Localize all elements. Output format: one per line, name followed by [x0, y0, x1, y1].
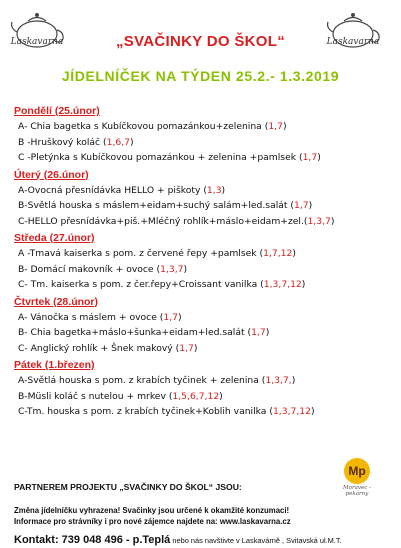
mp-caption: Moravec - pekárny	[343, 485, 371, 497]
day-wednesday	[14, 232, 394, 293]
allergens: 1,3,7,12	[272, 406, 311, 417]
allergens: 1,3	[206, 184, 222, 196]
menu-item: C-Tm. houska s pom. z krabích tyčinek+Koblih vanilka (1,3,7,12)	[18, 406, 315, 417]
contact-line	[14, 530, 342, 548]
allergens: 1,7,12	[263, 248, 293, 259]
menu-item: C -Pletýnka s Kubíčkovou pomazánkou + zelenina +pamlsek (1,7)	[18, 152, 321, 163]
logo-text: Laskavarna	[10, 37, 64, 47]
day-heading: Úterý (26.únor)	[14, 168, 89, 181]
day-heading: Pondělí (25.únor)	[14, 105, 100, 117]
menu-item: C-HELLO přesnídávka+piš.+Mléčný rohlík+máslo+eidam+zel.(1,3,7)	[18, 215, 335, 227]
menu-item: B- Domácí makovník + ovoce (1,3,7)	[18, 263, 188, 275]
allergens: 1,5,6,7,12	[172, 390, 220, 402]
allergens: 1,3,7	[307, 215, 331, 227]
day-heading: Středa (27.únor)	[14, 232, 95, 244]
allergens: 1,3,7	[160, 263, 184, 275]
contact-address: nebo nás navštivte v Laskavárně , Svitavská ul.M.T.	[170, 536, 342, 545]
day-thursday	[14, 296, 394, 357]
page-title: „SVAČINKY DO ŠKOL“	[115, 33, 286, 50]
menu-item: B-Müsli koláč s nutelou + mrkev (1,5,6,7,12)	[18, 390, 223, 402]
day-monday	[14, 105, 394, 166]
day-heading: Pátek (1.březen)	[14, 359, 95, 371]
menu-item: B-Světlá houska s máslem+eidam+suchý salám+led.salát (1,7)	[18, 200, 313, 211]
allergens: 1,7	[163, 311, 179, 323]
partner-text: PARTNEREM PROJEKTU „SVAČINKY DO ŠKOL“ JSOU:	[14, 482, 242, 492]
allergens: 1,6,7	[106, 136, 130, 148]
day-heading: Čtvrtek (28.únor)	[14, 295, 99, 308]
weekly-menu	[14, 105, 394, 423]
menu-item: A- Vánočka s máslem + ovoce (1,7)	[18, 311, 182, 323]
menu-item: A-Světlá houska s pom. z krabích tyčinek + zelenina (1,3,7,)	[18, 375, 296, 386]
menu-item: A- Chia bagetka s Kubíčkovou pomazánkou+zelenina (1,7)	[18, 121, 287, 132]
allergens: 1,3,7,	[265, 375, 292, 386]
menu-item: B- Chia bagetka+máslo+šunka+eidam+led.salát (1,7)	[18, 327, 270, 338]
allergens: 1,7	[251, 327, 266, 338]
allergens: 1,7	[268, 121, 283, 132]
contact-phone: Kontakt: 739 048 496 - p.Teplá	[14, 534, 171, 546]
info-notice: Informace pro strávníky i pro nové zájemce najdete na: www.laskavarna.cz	[14, 517, 291, 526]
menu-item: B -Hruškový koláč (1,6,7)	[18, 136, 134, 148]
menu-item: C- Anglický rohlík + Šnek makový (1,7)	[18, 342, 198, 354]
menu-item: A -Tmavá kaiserka s pom. z červené řepy +pamlsek (1,7,12)	[18, 248, 296, 259]
allergens: 1,7	[179, 342, 194, 354]
allergens: 1,7	[294, 200, 309, 211]
day-tuesday	[14, 169, 394, 230]
moravec-pekarny-logo	[336, 458, 378, 497]
allergens: 1,3,7,12	[263, 279, 302, 290]
day-friday	[14, 359, 394, 420]
logo-text: Laskavarna	[326, 37, 380, 47]
menu-item: A-Ovocná přesnídávka HELLO + piškoty (1,3)	[18, 184, 226, 196]
allergens: 1,7	[302, 152, 318, 163]
page-subtitle: JÍDELNÍČEK NA TÝDEN 25.2.- 1.3.2019	[61, 68, 340, 84]
mp-initials: Mp	[344, 458, 370, 484]
menu-item: C- Tm. kaiserka s pom. z čer.řepy+Croissant vanilka (1,3,7,12)	[18, 279, 306, 290]
change-notice: Změna jídelníčku vyhrazena! Svačinky jsou určené k okamžité konzumaci!	[14, 506, 290, 515]
